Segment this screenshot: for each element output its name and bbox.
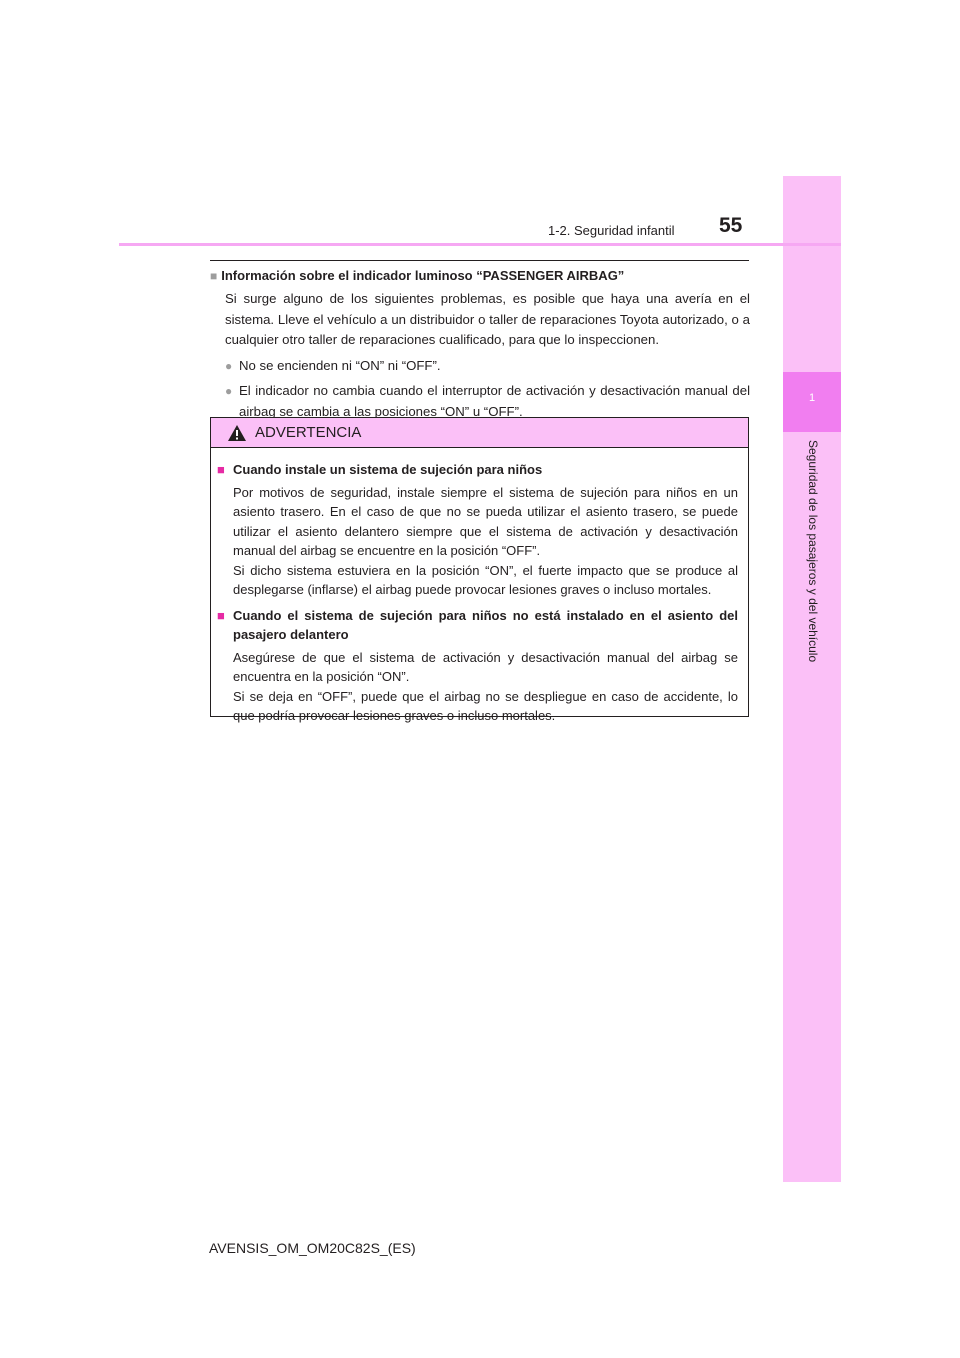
page-number: 55 bbox=[719, 214, 743, 237]
warning-paragraph-line: Asegúrese de que el sistema de activación y desactivación manual del airbag se encuentra en la posición “ON”. bbox=[233, 649, 738, 684]
info-paragraph: Si surge alguno de los siguientes problemas, es posible que haya una avería en el sistema. Lleve el vehículo a un distribuidor o taller de reparaciones Toyota autorizado, o a cualquier otro taller de reparaciones cualificado, para que lo inspeccionen. bbox=[225, 291, 750, 347]
circle-bullet-icon: ● bbox=[225, 358, 233, 373]
warning-header bbox=[211, 418, 748, 448]
warning-triangle-icon bbox=[227, 424, 247, 442]
document-code: AVENSIS_OM_OM20C82S_(ES) bbox=[209, 1240, 416, 1256]
warning-paragraph-line: Si dicho sistema estuviera en la posición “ON”, el fuerte impacto que se produce al desplegarse (inflarse) el airbag puede provocar lesiones graves o incluso mortales. bbox=[233, 562, 738, 597]
info-heading-text: Información sobre el indicador luminoso “PASSENGER AIRBAG” bbox=[221, 268, 625, 283]
circle-bullet-icon: ● bbox=[225, 384, 233, 398]
list-item-text: No se encienden ni “ON” ni “OFF”. bbox=[239, 357, 441, 373]
square-bullet-icon: ■ bbox=[217, 607, 225, 623]
square-bullet-icon: ■ bbox=[210, 269, 218, 283]
list-item-text: El indicador no cambia cuando el interruptor de activación y desactivación manual del airbag se cambia a las posiciones “ON” u “OFF”. bbox=[239, 383, 750, 419]
section-title: 1-2. Seguridad infantil bbox=[548, 223, 675, 238]
warning-section-heading bbox=[217, 606, 738, 645]
warning-paragraph-line: Por motivos de seguridad, instale siempre el sistema de sujeción para niños en un asiento trasero. En el caso de que no se pueda utilizar el asiento trasero, se puede utilizar el asiento delantero siempre que el sistema de activación y desactivación manual del airbag se encuentre en la posición “OFF”. bbox=[233, 484, 738, 558]
warning-title: ADVERTENCIA bbox=[255, 424, 362, 441]
main-content bbox=[210, 266, 750, 427]
warning-box bbox=[210, 417, 749, 723]
list-item bbox=[225, 381, 750, 422]
side-chapter-number: 1 bbox=[808, 392, 816, 404]
square-bullet-icon: ■ bbox=[217, 462, 225, 477]
warning-body bbox=[211, 448, 748, 726]
warning-section-heading-text: Cuando el sistema de sujeción para niños no está instalado en el asiento del pasajero delantero bbox=[233, 607, 738, 642]
side-chapter-title: Seguridad de los pasajeros y del vehículo bbox=[806, 440, 820, 663]
warning-section-heading-text: Cuando instale un sistema de sujeción para niños bbox=[233, 462, 543, 477]
warning-section-heading bbox=[217, 460, 738, 480]
content-rule bbox=[210, 260, 749, 261]
warning-paragraph bbox=[233, 648, 738, 726]
list-item bbox=[225, 356, 750, 377]
header-divider bbox=[119, 243, 841, 246]
warning-paragraph bbox=[233, 483, 738, 600]
warning-paragraph-line: Si se deja en “OFF”, puede que el airbag no se despliegue en caso de accidente, lo que podría provocar lesiones graves o incluso mortales. bbox=[233, 688, 738, 723]
info-heading bbox=[210, 266, 750, 286]
